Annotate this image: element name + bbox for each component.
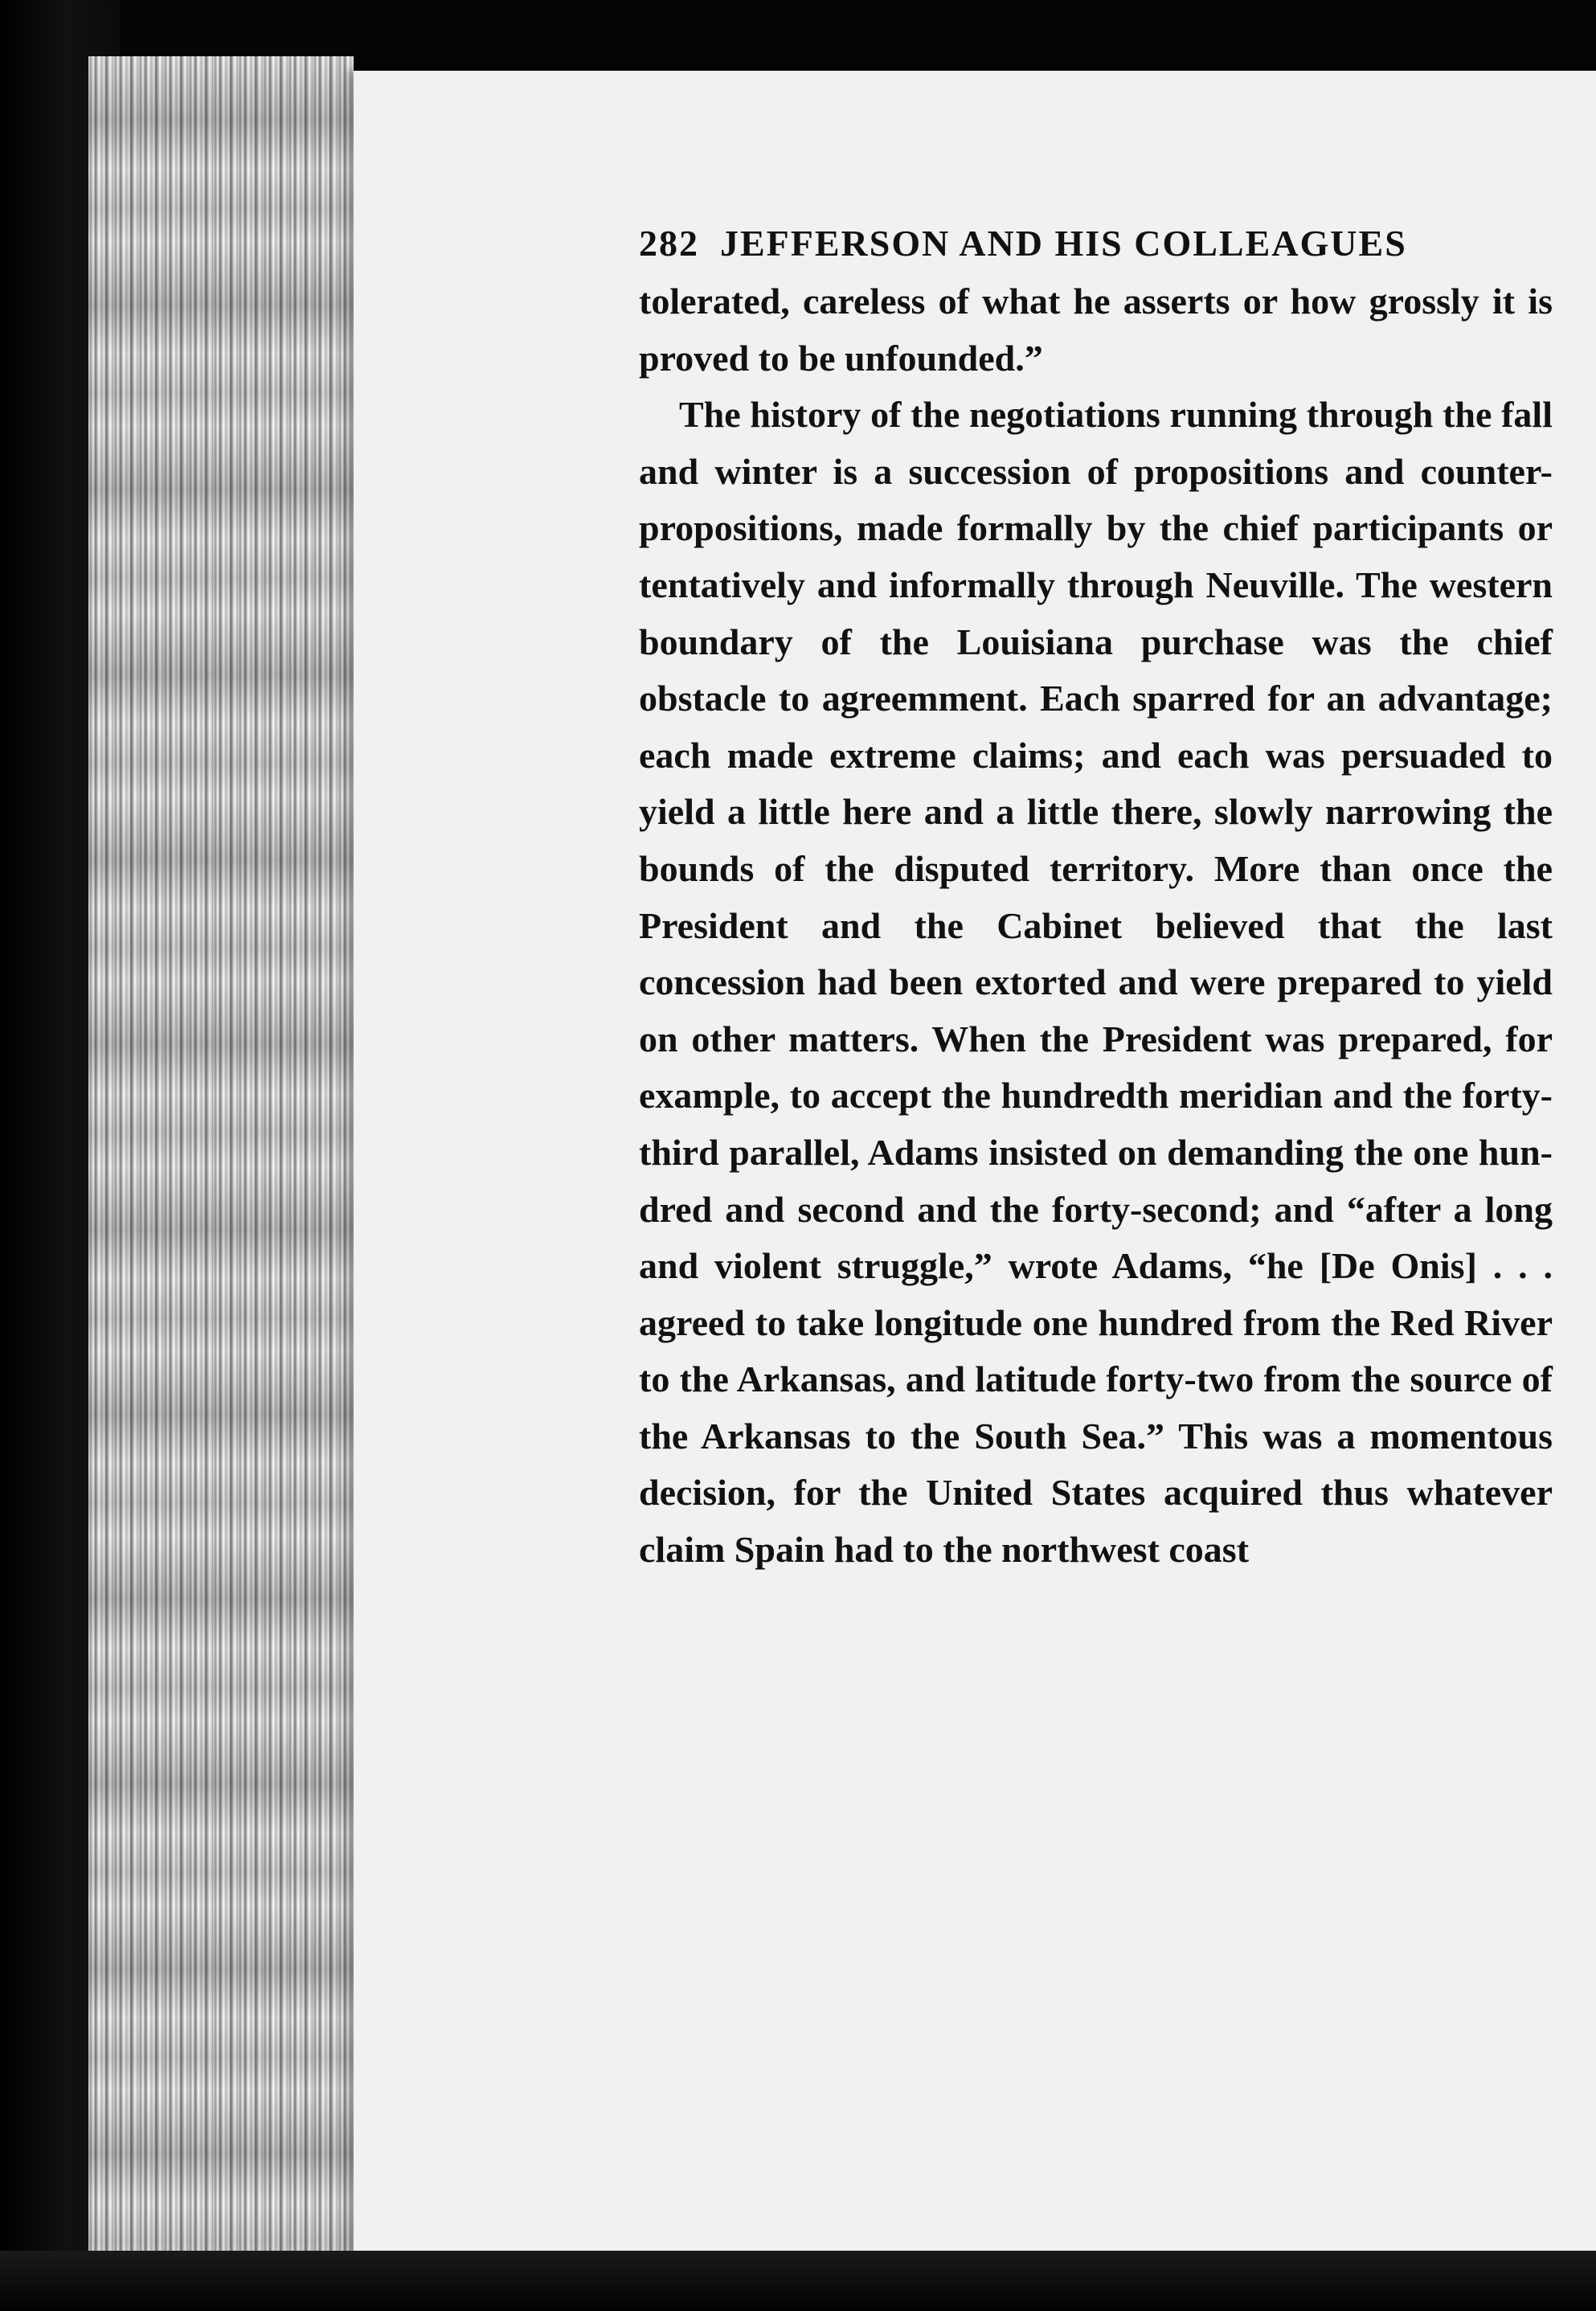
running-head <box>639 215 1553 272</box>
paragraph: tolerated, careless of what he asserts or how grossly it is proved to be unfounded.” <box>639 281 1553 379</box>
paragraph: The history of the negotiations running through the fall and winter is a succession of propositions and counter-propositions, made formally by the chief participants or tentatively and informally through Neuville. The western boundary of the Louisiana purchase was the chief obstacle to agreemment. Each sparred for an advantage; each made extreme claims; and each was persuaded to yield a little here and a little there, slowly narrowing the bounds of the disputed territory. More than once the President and the Cabinet believed that the last concession had been extorted and were prepared to yield on other matters. When the President was prepared, for example, to accept the hundredth meridian and the forty-third parallel, Adams insisted on demanding the one hundred and second and the forty-second; and “after a long and violent struggle,” wrote Adams, “he [De Onis] . . . agreed to take longitude one hundred from the Red River to the Arkansas, and latitude forty-two from the source of the Arkansas to the South Sea.” This was a momentous decision, for the United States acquired thus whatever claim Spain had to the northwest coast <box>639 394 1553 1571</box>
book-page-edges <box>88 56 354 2275</box>
page-text-block <box>639 215 1553 1579</box>
body-text <box>639 273 1553 1579</box>
film-border-bottom <box>0 2251 1596 2311</box>
page-number: 282 <box>639 223 699 264</box>
running-title: JEFFERSON AND HIS COLLEAGUES <box>720 223 1407 264</box>
